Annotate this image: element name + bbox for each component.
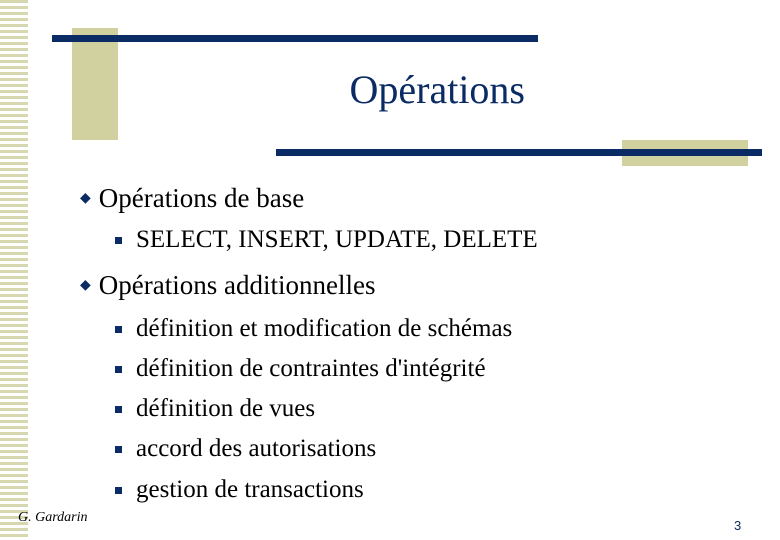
title-rule-bottom	[276, 149, 762, 156]
list-item	[115, 395, 315, 423]
list-item	[115, 226, 538, 254]
list-item-text: accord des autorisations	[136, 435, 377, 462]
square-bullet-icon	[115, 406, 122, 413]
title-rule-top	[52, 35, 538, 42]
square-bullet-icon	[115, 446, 122, 453]
square-bullet-icon	[115, 237, 122, 244]
square-bullet-icon	[115, 487, 122, 494]
list-item	[115, 476, 364, 504]
diamond-bullet-icon: ◆	[80, 278, 91, 293]
list-item-text: définition de vues	[136, 395, 316, 422]
square-bullet-icon	[115, 366, 122, 373]
list-item-text: gestion de transactions	[136, 476, 364, 503]
section-base	[80, 183, 304, 214]
list-item	[115, 315, 512, 343]
section-label: Opérations de base	[98, 183, 305, 213]
section-label: Opérations additionnelles	[98, 270, 376, 300]
square-bullet-icon	[115, 326, 122, 333]
diamond-bullet-icon: ◆	[80, 191, 91, 206]
section-additional	[80, 270, 375, 301]
list-item-text: définition et modification de schémas	[136, 315, 513, 342]
list-item	[115, 435, 376, 463]
page-number: 3	[734, 518, 742, 533]
slide-title: Opérations	[349, 67, 525, 112]
list-item	[115, 355, 486, 383]
list-item-text: définition de contraintes d'intégrité	[136, 355, 486, 382]
decorative-stripes	[0, 0, 28, 540]
footer-author: G. Gardarin	[18, 510, 88, 525]
list-item-text: SELECT, INSERT, UPDATE, DELETE	[136, 226, 538, 253]
decorative-block-left	[72, 28, 118, 140]
